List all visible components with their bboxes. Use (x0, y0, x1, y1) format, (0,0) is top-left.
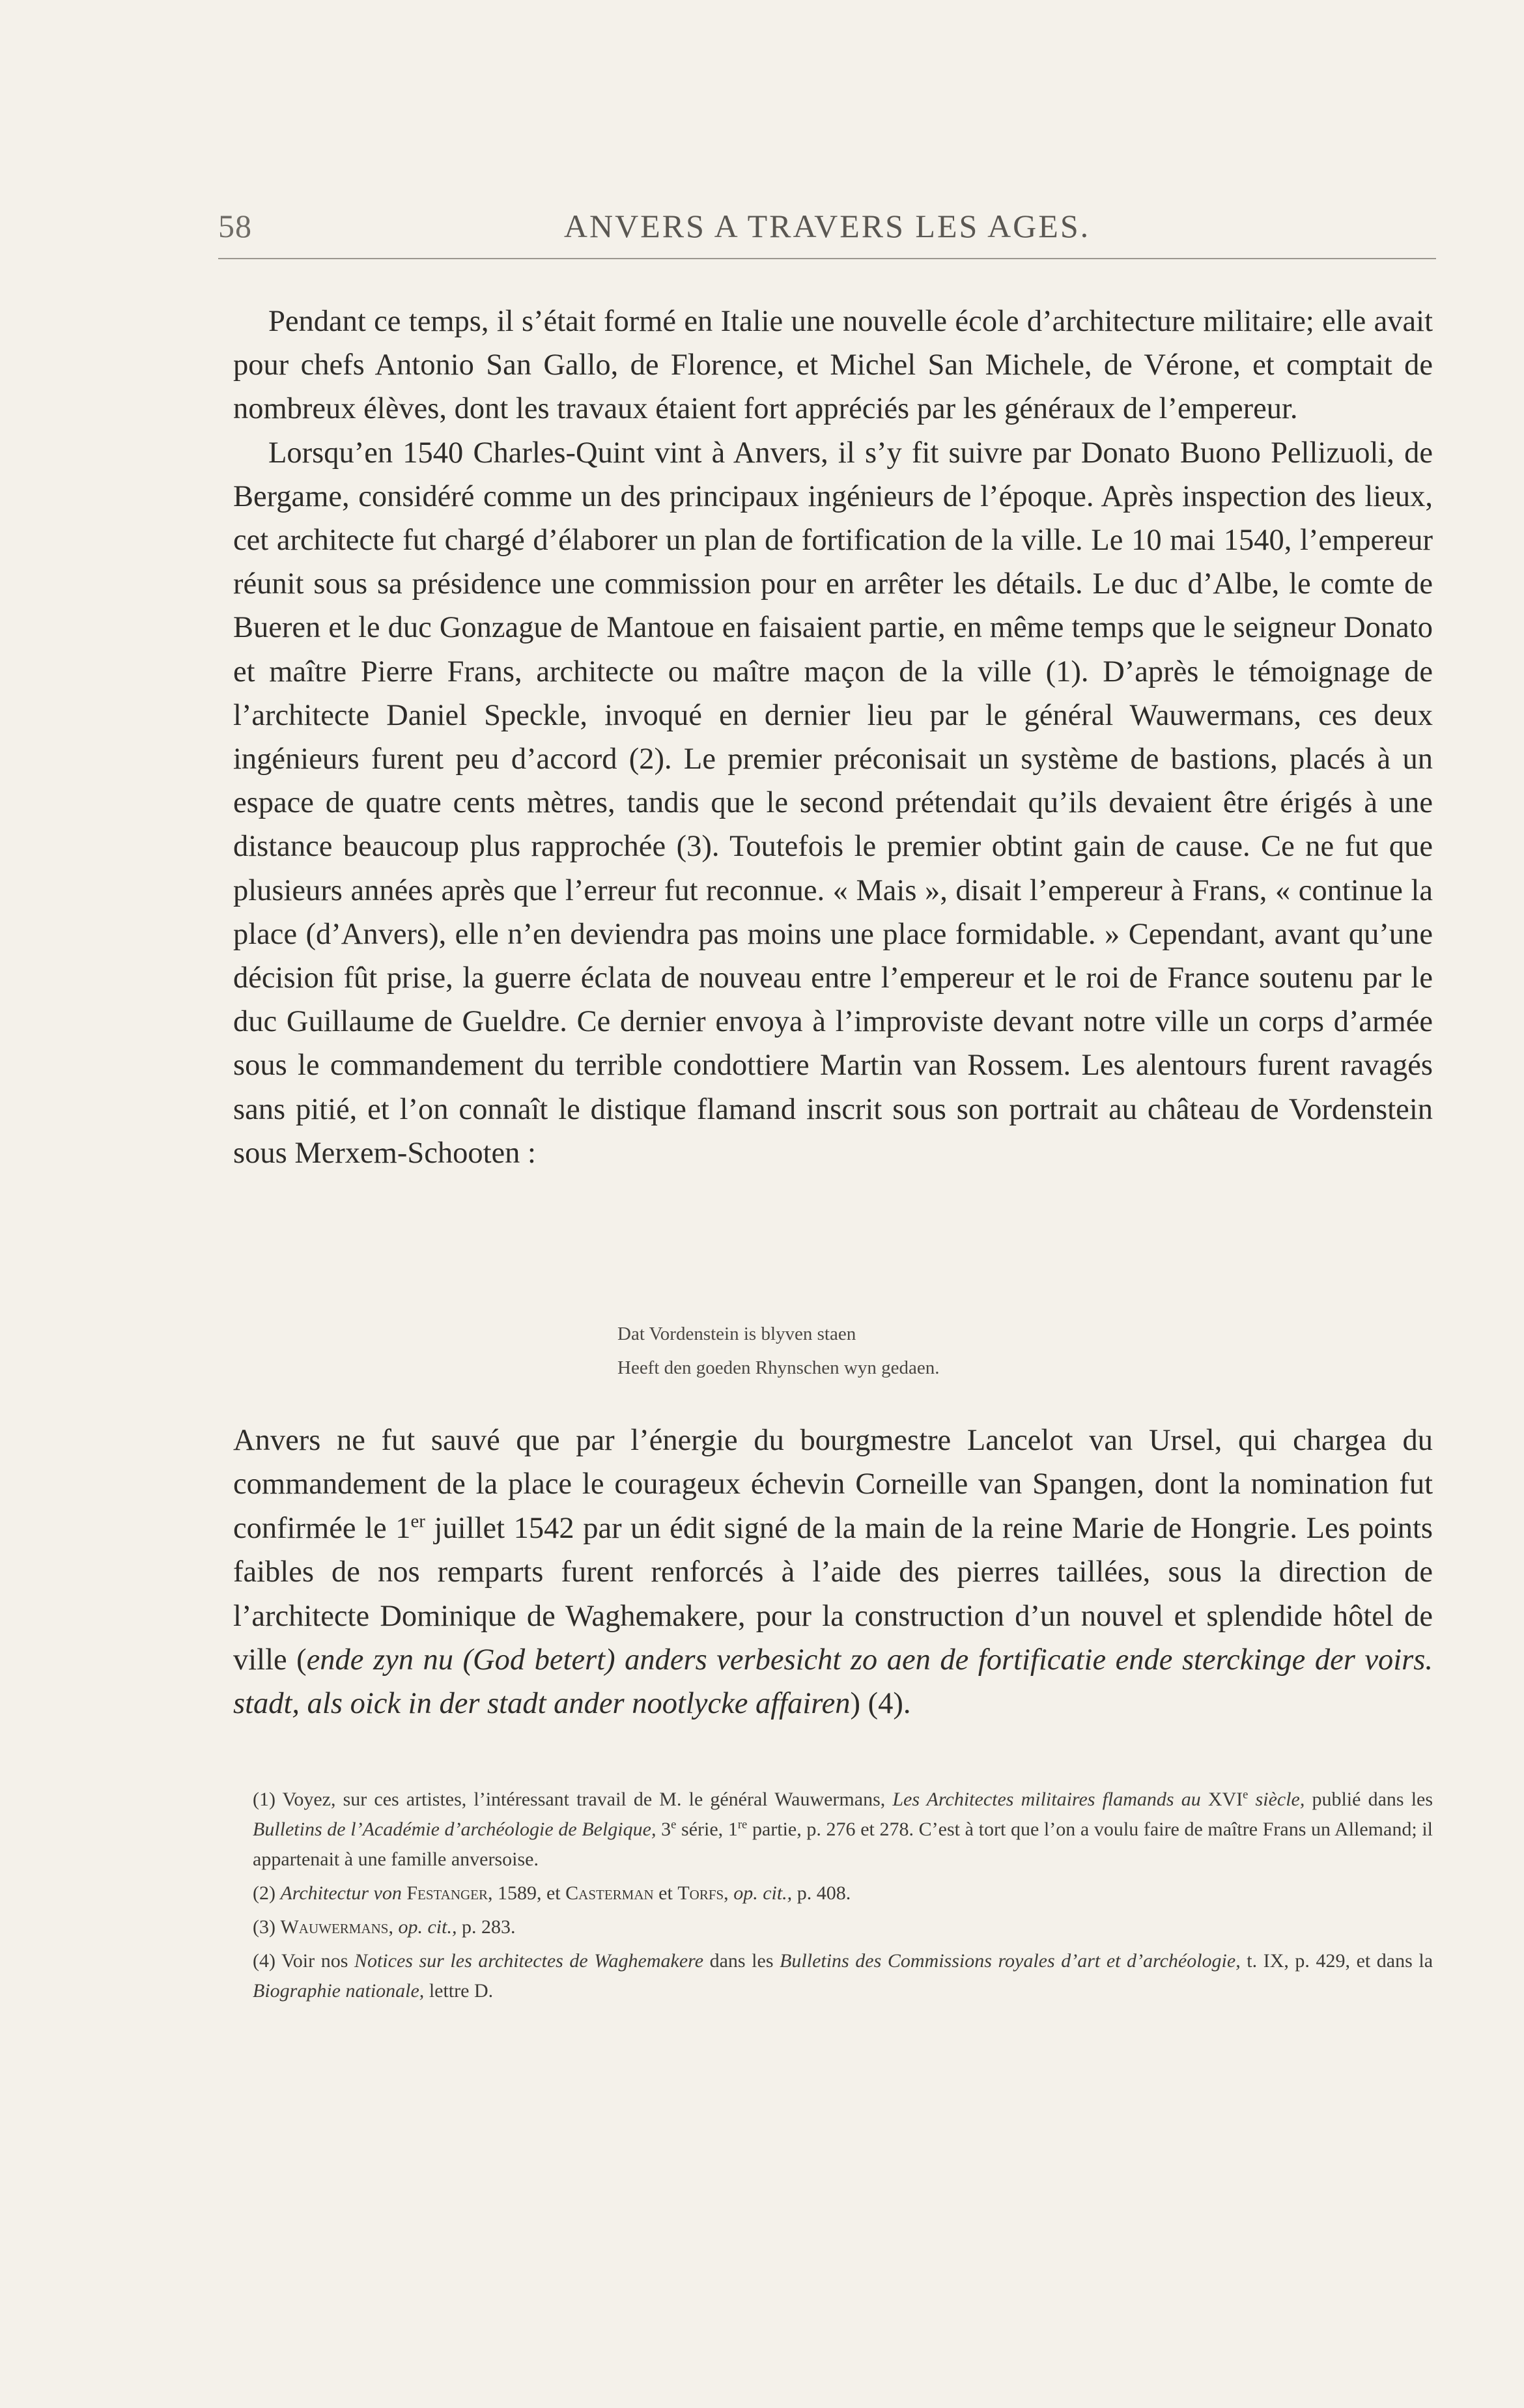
footnote-2-author: Festanger, (401, 1882, 493, 1904)
footnote-3-num: (3) (253, 1916, 281, 1938)
footnote-4-biographie: Biographie nationale, (253, 1980, 425, 2002)
footnote-2-author-3: Torfs, (677, 1882, 729, 1904)
footnote-1-partie-sup: re (737, 1818, 748, 1832)
footnote-2-page: p. 408. (792, 1882, 851, 1904)
paragraph-3-text-2: juillet 1542 par un édit signé de la main de la reine Marie de Hongrie. Les points faibles de nos remparts furent renforcés à l’aide des pierres taillées, sous la direction de l’architecte Dominique de Waghemakere, pour la construction d’un nouvel et splendide hôtel de ville ( (233, 1511, 1433, 1677)
main-text-continued (233, 1419, 1433, 1726)
footnote-1-serie-num: 3 (656, 1819, 671, 1840)
footnote-2 (233, 1878, 1433, 1908)
flemish-quote: ende zyn nu (God betert) anders verbesicht zo aen de fortificatie ende sterckinge der voirs. stadt, als oick in der stadt ander nootlycke affairen (233, 1643, 1433, 1721)
footnote-1-title: Les Architectes militaires flamands au (892, 1789, 1201, 1810)
footnote-4-text: (4) Voir nos (253, 1950, 354, 1972)
paragraph-3-text-3: ) (4). (850, 1687, 911, 1721)
footnote-2-opcit: op. cit., (728, 1882, 793, 1904)
footnote-1-bulletins: Bulletins de l’Académie d’archéologie de Belgique, (253, 1819, 656, 1840)
footnote-3-page: p. 283. (457, 1916, 516, 1938)
footnote-4-bulletins: Bulletins des Commissions royales d’art et d’archéologie, (780, 1950, 1241, 1972)
running-title: ANVERS A TRAVERS LES AGES. (563, 208, 1091, 244)
footnote-2-num: (2) (253, 1882, 281, 1904)
footnote-1-partie-num: série, 1 (676, 1819, 738, 1840)
footnote-2-author-2: Casterman (565, 1882, 654, 1904)
footnote-4 (233, 1946, 1433, 2006)
footnote-1-siecle: siècle, (1248, 1789, 1305, 1810)
footnote-1 (233, 1785, 1433, 1875)
date-number: 1 (395, 1511, 411, 1545)
header-rule (218, 258, 1436, 259)
footnote-2-and: et (653, 1882, 678, 1904)
main-text (233, 300, 1433, 1175)
footnote-4-text-4: lettre D. (424, 1980, 494, 2002)
footnote-3-author: Wauwermans, (280, 1916, 393, 1938)
paragraph-3-text: Anvers ne fut sauvé que par l’énergie du bourgmestre Lancelot van Ursel, qui chargea du commandement de la place le courageux échevin Corneille van Spangen, dont la nomination fut confirmée le (233, 1424, 1433, 1545)
footnote-4-text-2: dans les (703, 1950, 780, 1972)
footnote-1-text-2: publié dans les (1305, 1789, 1433, 1810)
paragraph-3 (233, 1419, 1433, 1726)
paragraph-1: Pendant ce temps, il s’était formé en Italie une nouvelle école d’architecture militaire; elle avait pour chefs Antonio San Gallo, de Florence, et Michel San Michele, de Vérone, et comptait de nombreux élèves, dont les travaux étaient fort appréciés par les généraux de l’empereur. (233, 305, 1433, 426)
footnote-3-opcit: op. cit., (393, 1916, 457, 1938)
paragraph-2: Lorsqu’en 1540 Charles-Quint vint à Anvers, il s’y fit suivre par Donato Buono Pellizuoli, de Bergame, considéré comme un des principaux ingénieurs de l’époque. Après inspection des lieux, cet architecte fut chargé d’élaborer un plan de fortification de la ville. Le 10 mai 1540, l’empereur réunit sous sa présidence une commission pour en arrêter les détails. Le duc d’Albe, le comte de Bueren et le duc Gonzague de Mantoue en faisaient partie, en même temps que le seigneur Donato et maître Pierre Frans, architecte ou maître maçon de la ville (1). D’après le témoignage de l’architecte Daniel Speckle, invoqué en dernier lieu par le général Wauwermans, ces deux ingénieurs furent peu d’accord (2). Le premier préconisait un système de bastions, placés à un espace de quatre cents mètres, tandis que le second prétendait qu’ils devaient être érigés à une distance beaucoup plus rapprochée (3). Toutefois le premier obtint gain de cause. Ce ne fut que plusieurs années après que l’erreur fut reconnue. « Mais », disait l’empereur à Frans, « continue la place (d’Anvers), elle n’en deviendra pas moins une place formidable. » Cependant, avant qu’une décision fût prise, la guerre éclata de nouveau entre l’empereur et le roi de France soutenu par le duc Guillaume de Gueldre. Ce dernier envoya à l’improviste devant notre ville un corps d’armée sous le commandement du terrible condottiere Martin van Rossem. Les alentours furent ravagés sans pitié, et l’on connaît le distique flamand inscrit sous son portrait au château de Vordenstein sous Merxem-Schooten : (233, 436, 1433, 1170)
footnote-1-century-sup: e (1243, 1788, 1249, 1802)
footnote-1-text: (1) Voyez, sur ces artistes, l’intéressant travail de M. le général Wauwermans, (253, 1789, 893, 1810)
verse-line-2: Heeft den goeden Rhynschen wyn gedaen. (617, 1357, 940, 1378)
verse-line-1: Dat Vordenstein is blyven staen (617, 1324, 856, 1344)
footnote-3 (233, 1912, 1433, 1942)
date-superscript: er (410, 1510, 425, 1532)
footnote-2-text: 1589, et (492, 1882, 566, 1904)
footnote-4-text-3: t. IX, p. 429, et dans la (1240, 1950, 1433, 1972)
footnote-1-text-3: partie, p. 276 et 278. C’est à tort que l’on a voulu faire de maître Frans un Allemand; il appartenait à une famille anversoise. (253, 1819, 1433, 1870)
flemish-distich (617, 1317, 939, 1385)
footnote-4-title: Notices sur les architectes de Waghemakere (354, 1950, 704, 1972)
footnote-1-century: XVI (1200, 1789, 1243, 1810)
footnotes (233, 1785, 1433, 2006)
footnote-2-title: Architectur von (280, 1882, 402, 1904)
footnote-1-serie-sup: e (671, 1818, 677, 1832)
page-header (218, 207, 1436, 259)
page-number: 58 (218, 208, 252, 244)
